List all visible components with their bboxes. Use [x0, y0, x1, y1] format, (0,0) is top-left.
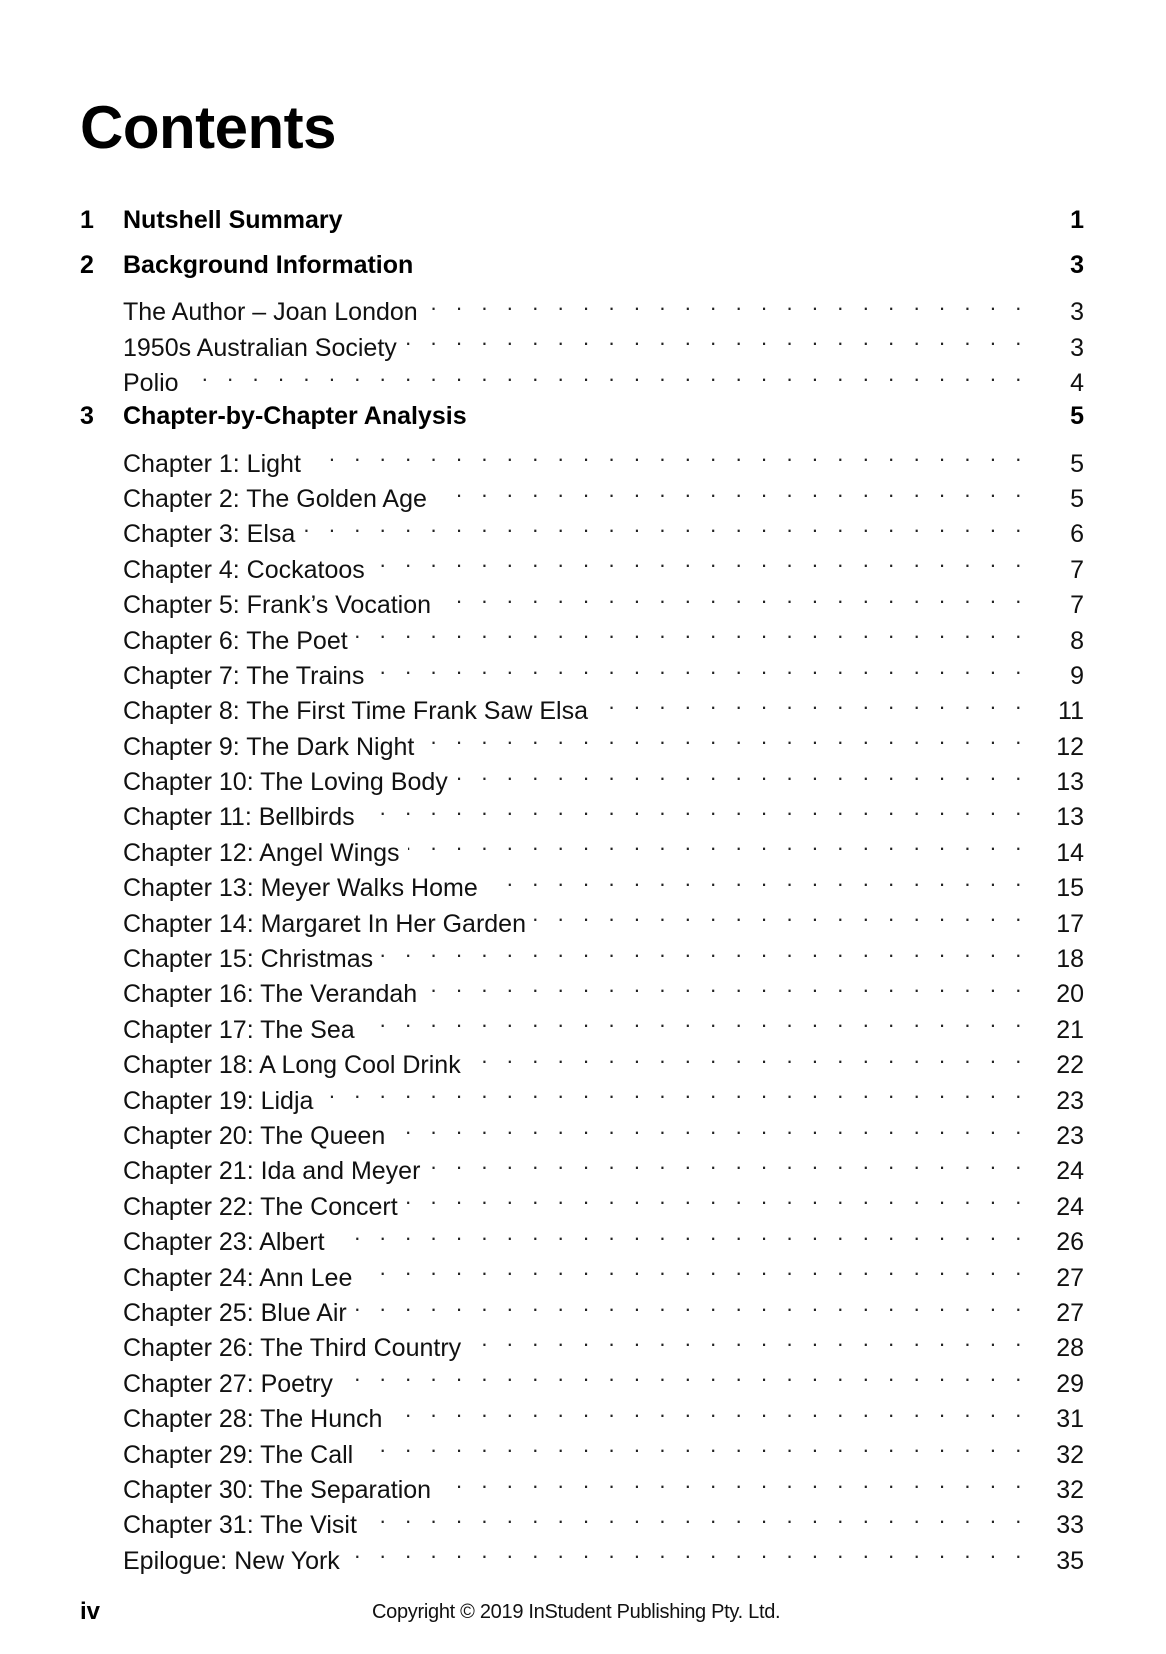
dot-leader	[406, 1179, 1028, 1214]
entry-page-number: 33	[1056, 1511, 1084, 1540]
entry-title: Chapter 24: Ann Lee	[123, 1263, 353, 1292]
entry-page-number: 18	[1056, 945, 1084, 974]
entry-title: Chapter 28: The Hunch	[123, 1405, 383, 1434]
entry-title: Chapter 10: The Loving Body	[123, 768, 448, 797]
entry-page-number: 7	[1070, 555, 1084, 584]
dot-leader	[439, 1463, 1028, 1498]
dot-leader	[360, 1250, 1028, 1285]
table-of-contents	[80, 200, 1084, 1575]
entry-page-number: 28	[1056, 1334, 1084, 1363]
entry-page-number: 32	[1056, 1475, 1084, 1504]
section-page-number: 5	[1070, 402, 1084, 431]
section-title: Nutshell Summary	[123, 206, 343, 234]
toc-entry[interactable]	[80, 436, 1084, 478]
entry-title: Chapter 1: Light	[123, 449, 301, 478]
entry-title: The Author – Joan London	[123, 298, 418, 327]
entry-page-number: 9	[1070, 661, 1084, 690]
dot-leader	[439, 578, 1028, 613]
entry-page-number: 32	[1056, 1440, 1084, 1469]
entry-title: Chapter 6: The Poet	[123, 626, 348, 655]
entry-page-number: 24	[1056, 1157, 1084, 1186]
entry-title: Chapter 7: The Trains	[123, 661, 365, 690]
dot-leader	[361, 1427, 1028, 1462]
entry-page-number: 3	[1070, 298, 1084, 327]
dot-leader	[486, 861, 1028, 896]
toc-entry[interactable]	[80, 285, 1084, 327]
dot-leader	[321, 1073, 1028, 1108]
entry-page-number: 12	[1056, 732, 1084, 761]
entry-page-number: 29	[1056, 1369, 1084, 1398]
toc-section-1[interactable]	[80, 200, 1084, 240]
toc-section-2[interactable]	[80, 245, 1084, 285]
dot-leader	[355, 1286, 1028, 1321]
entry-page-number: 5	[1070, 449, 1084, 478]
entry-title: Chapter 27: Poetry	[123, 1369, 333, 1398]
entry-title: Chapter 23: Albert	[123, 1228, 325, 1257]
entry-title: Chapter 14: Margaret In Her Garden	[123, 909, 526, 938]
entry-page-number: 22	[1056, 1051, 1084, 1080]
entry-title: Chapter 2: The Golden Age	[123, 484, 427, 513]
dot-leader	[596, 684, 1028, 719]
dot-leader	[365, 1498, 1028, 1533]
entry-title: Chapter 29: The Call	[123, 1440, 354, 1469]
entry-title: Chapter 22: The Concert	[123, 1192, 398, 1221]
entry-title: Chapter 21: Ida and Meyer	[123, 1157, 421, 1186]
entry-title: Chapter 9: The Dark Night	[123, 732, 415, 761]
entry-title: Epilogue: New York	[123, 1546, 340, 1575]
entry-page-number: 27	[1056, 1298, 1084, 1327]
entry-title: Chapter 8: The First Time Frank Saw Elsa	[123, 697, 588, 726]
dot-leader	[534, 896, 1028, 931]
dot-leader	[333, 1215, 1028, 1250]
dot-leader	[309, 436, 1028, 471]
dot-leader	[390, 1392, 1028, 1427]
dot-leader	[435, 472, 1028, 507]
entry-page-number: 7	[1070, 591, 1084, 620]
entry-page-number: 5	[1070, 484, 1084, 513]
dot-leader	[373, 542, 1028, 577]
entry-title: Chapter 4: Cockatoos	[123, 555, 365, 584]
dot-leader	[363, 790, 1028, 825]
entry-title: Chapter 3: Elsa	[123, 520, 296, 549]
entry-page-number: 23	[1056, 1121, 1084, 1150]
entry-title: Chapter 17: The Sea	[123, 1015, 355, 1044]
dot-leader	[456, 755, 1028, 790]
dot-leader	[363, 1002, 1028, 1037]
entry-page-number: 31	[1056, 1405, 1084, 1434]
dot-leader	[469, 1321, 1028, 1356]
entry-title: Chapter 25: Blue Air	[123, 1298, 347, 1327]
entry-page-number: 15	[1056, 874, 1084, 903]
section-page-number: 3	[1070, 251, 1084, 279]
entry-title: Chapter 20: The Queen	[123, 1121, 386, 1150]
entry-page-number: 13	[1056, 768, 1084, 797]
entry-page-number: 4	[1070, 369, 1084, 398]
footer-page-number: iv	[80, 1598, 101, 1625]
dot-leader	[425, 967, 1028, 1002]
entry-page-number: 27	[1056, 1263, 1084, 1292]
entry-page-number: 14	[1056, 838, 1084, 867]
entry-page-number: 21	[1056, 1015, 1084, 1044]
section-title: Chapter-by-Chapter Analysis	[123, 402, 467, 431]
entry-title: Chapter 26: The Third Country	[123, 1334, 462, 1363]
entry-title: Chapter 30: The Separation	[123, 1475, 432, 1504]
entry-title: Chapter 31: The Visit	[123, 1511, 357, 1540]
dot-leader	[187, 356, 1028, 391]
entry-page-number: 35	[1056, 1546, 1084, 1575]
entry-page-number: 23	[1056, 1086, 1084, 1115]
entry-page-number: 6	[1070, 520, 1084, 549]
entry-page-number: 17	[1056, 909, 1084, 938]
entry-page-number: 26	[1056, 1228, 1084, 1257]
entry-title: Chapter 15: Christmas	[123, 945, 374, 974]
dot-leader	[408, 825, 1028, 860]
dot-leader	[469, 1038, 1028, 1073]
entry-page-number: 13	[1056, 803, 1084, 832]
footer-copyright: Copyright © 2019 InStudent Publishing Pty. Ltd.	[372, 1601, 781, 1623]
entry-page-number: 20	[1056, 980, 1084, 1009]
toc-section-3[interactable]	[80, 396, 1084, 436]
dot-leader	[381, 932, 1028, 967]
section-number: 3	[80, 402, 94, 431]
dot-leader	[405, 320, 1028, 355]
section-number: 2	[80, 251, 94, 279]
section-page-number: 1	[1070, 206, 1084, 234]
dot-leader	[341, 1356, 1028, 1391]
entry-page-number: 8	[1070, 626, 1084, 655]
section-number: 1	[80, 206, 94, 234]
entry-title: 1950s Australian Society	[123, 333, 397, 362]
entry-title: Chapter 12: Angel Wings	[123, 838, 400, 867]
dot-leader	[303, 507, 1028, 542]
entry-title: Chapter 13: Meyer Walks Home	[123, 874, 478, 903]
dot-leader	[428, 1144, 1028, 1179]
entry-title: Chapter 18: A Long Cool Drink	[123, 1051, 461, 1080]
entry-title: Chapter 16: The Verandah	[123, 980, 418, 1009]
dot-leader	[426, 285, 1028, 320]
dot-leader	[348, 1533, 1028, 1568]
dot-leader	[372, 649, 1028, 684]
entry-title: Chapter 11: Bellbirds	[123, 803, 355, 832]
entry-title: Chapter 19: Lidja	[123, 1086, 314, 1115]
section-title: Background Information	[123, 251, 414, 279]
page-title: Contents	[80, 94, 336, 161]
entry-page-number: 11	[1058, 697, 1084, 726]
entry-title: Chapter 5: Frank’s Vocation	[123, 591, 432, 620]
dot-leader	[393, 1109, 1028, 1144]
entry-page-number: 24	[1056, 1192, 1084, 1221]
dot-leader	[356, 613, 1028, 648]
dot-leader	[422, 719, 1028, 754]
entry-title: Polio	[123, 369, 179, 398]
entry-page-number: 3	[1070, 333, 1084, 362]
toc-entry[interactable]	[80, 356, 1084, 398]
